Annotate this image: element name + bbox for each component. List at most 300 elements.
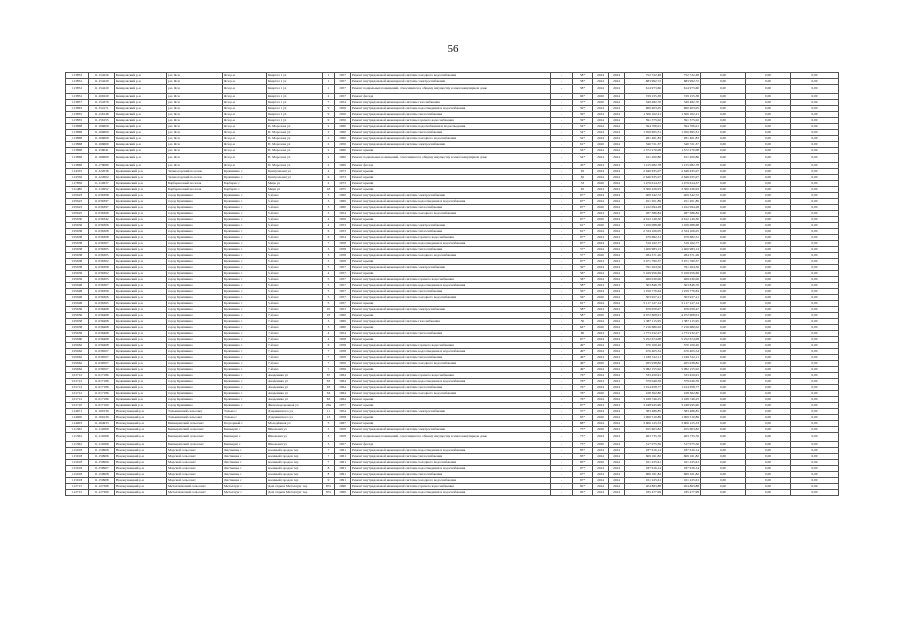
table-cell: 2020	[593, 442, 609, 448]
table-cell: 2024	[593, 349, 609, 355]
table-cell: 2	[323, 181, 335, 187]
table-cell: 5-й квл	[267, 277, 323, 283]
table-cell: 0,00	[791, 295, 839, 301]
table-cell: 0,00	[791, 433, 839, 442]
table-cell: Ремонт внутридомовой инженерной системы горячего водоснабжения	[351, 277, 551, 283]
table-cell: 2024	[609, 169, 625, 175]
table-cell: 11.036308	[89, 265, 115, 271]
table-cell: 2	[323, 124, 335, 130]
table-cell: 2024	[593, 484, 609, 490]
table-cell: 2024	[593, 148, 609, 154]
table-cell: 187 616,14	[663, 466, 701, 472]
table-cell: 113852	[66, 94, 89, 100]
table-cell: 2024	[593, 478, 609, 484]
table-cell: город Крапивино	[167, 391, 223, 397]
table-cell: 2024	[593, 199, 609, 205]
table-cell: 1 259 776,64	[625, 289, 663, 295]
table-cell: 0,00	[746, 349, 791, 355]
table-cell: 2024	[609, 277, 625, 283]
table-cell: 105656	[66, 313, 89, 319]
table-cell: 2024	[593, 265, 609, 271]
table-cell: Кемеровский р-н	[115, 100, 167, 106]
table-row	[66, 85, 839, 94]
table-cell: Крапивино с	[223, 367, 267, 373]
table-cell: -	[551, 427, 573, 433]
table-cell: 669 161,82	[663, 472, 701, 478]
table-cell: 11.159906	[89, 454, 115, 460]
table-cell: -	[551, 148, 573, 154]
table-cell: 101712	[66, 373, 89, 379]
table-cell: 7-й квл	[267, 331, 323, 337]
table-cell: 49*	[573, 361, 593, 367]
table-cell: 5-й квл	[267, 259, 323, 265]
table-cell: 11.036468	[89, 325, 115, 331]
table-cell: Крапивинский р-н	[115, 187, 167, 193]
table-cell: 1 069 510,89	[625, 415, 663, 421]
table-cell: 105638	[66, 259, 89, 265]
table-cell: 7	[323, 367, 335, 373]
table-cell: 114900	[66, 415, 89, 421]
table-cell: 2024	[609, 193, 625, 199]
table-cell: 0,00	[746, 397, 791, 403]
table-cell: Крапивино с	[223, 301, 267, 307]
table-cell: 0,00	[791, 181, 839, 187]
table-cell: 0,00	[746, 271, 791, 277]
table-cell: 0,00	[746, 187, 791, 193]
table-cell: Крапивинский р-н	[115, 277, 167, 283]
table-cell: 11.154220	[89, 73, 115, 79]
table-cell: 54*	[573, 124, 593, 130]
table-cell: 7-й квл	[267, 307, 323, 313]
table-cell: Крапивинский р-н	[115, 199, 167, 205]
table-cell: 2024	[609, 100, 625, 106]
table-cell: 2024	[609, 361, 625, 367]
table-cell: Ремонт внутридомовой инженерной системы горячего водоснабжения	[351, 484, 551, 490]
table-cell: 469 030,06	[625, 277, 663, 283]
table-cell: 1 479 614,37	[625, 181, 663, 187]
table-cell: 2024	[609, 223, 625, 229]
table-cell: 5	[323, 421, 335, 427]
table-cell: 0,00	[746, 472, 791, 478]
table-cell: 2	[323, 94, 335, 100]
table-cell: 1960	[335, 325, 351, 331]
table-cell: 11.036468	[89, 307, 115, 313]
table-cell: 1960	[335, 313, 351, 319]
table-cell: 1 215 082,78	[663, 163, 701, 169]
table-cell: 11.036308	[89, 229, 115, 235]
table-cell: р.п. Ясн	[167, 85, 223, 94]
table-cell: 2020	[593, 100, 609, 106]
table-cell: 0,00	[701, 313, 746, 319]
table-cell: 0,00	[701, 283, 746, 289]
table-cell: 58*	[573, 73, 593, 79]
table-cell: 2024	[593, 271, 609, 277]
table-cell: 11.166609	[89, 142, 115, 148]
table-cell: 2024	[609, 142, 625, 148]
table-cell: 0,00	[791, 118, 839, 124]
table-cell: 0,00	[791, 259, 839, 265]
table-cell: Ясн р-н	[223, 112, 267, 118]
table-cell: 228 362,80	[663, 391, 701, 397]
table-cell: 265 938,82	[625, 361, 663, 367]
table-cell: 2	[323, 142, 335, 148]
table-cell: Крапивинский р-н	[115, 355, 167, 361]
table-cell: 2024	[593, 367, 609, 373]
table-cell: -	[551, 235, 573, 241]
table-cell: 11.110652	[89, 187, 115, 193]
table-cell: 284 371,26	[625, 253, 663, 259]
table-cell: Кемеровский р-н	[115, 73, 167, 79]
table-cell: 2024	[609, 85, 625, 94]
table-cell: 0,00	[791, 397, 839, 403]
table-cell: Новокузнецкий р-н	[115, 433, 167, 442]
table-cell: Ремонт внутридомовой инженерной системы горячего водоснабжения	[351, 118, 551, 124]
table-cell: 11.112068	[89, 433, 115, 442]
table-cell: Ремонт крыши	[351, 169, 551, 175]
table-cell: -	[551, 259, 573, 265]
table-cell: город Крапивино	[167, 367, 223, 373]
table-cell: 1956	[335, 367, 351, 373]
table-cell: 0,00	[746, 253, 791, 259]
table-cell: 1969	[335, 163, 351, 169]
table-cell: город Крапивино	[167, 307, 223, 313]
table-cell: 161 225,61	[625, 460, 663, 466]
table-cell: 2024	[609, 241, 625, 247]
table-cell: 0,00	[701, 343, 746, 349]
table-cell: 0,00	[701, 367, 746, 373]
table-cell: 1953	[335, 223, 351, 229]
table-cell: 0,00	[746, 442, 791, 448]
table-cell: 1 050 695,31	[663, 130, 701, 136]
table-cell: 0,00	[701, 199, 746, 205]
table-cell: 105623	[66, 205, 89, 211]
table-cell: Крапивинский р-н	[115, 253, 167, 259]
table-cell: город Крапивино	[167, 397, 223, 403]
table-cell: 2020	[593, 223, 609, 229]
table-cell: 669 161,82	[625, 472, 663, 478]
table-cell: город Крапивино	[167, 193, 223, 199]
table-cell: -	[551, 223, 573, 229]
table-cell: 2024	[593, 448, 609, 454]
table-cell: -	[551, 460, 573, 466]
table-cell: 101712	[66, 391, 89, 397]
table-cell: 0,00	[791, 415, 839, 421]
table-cell: Крапивинский р-н	[115, 337, 167, 343]
table-cell: 0,00	[791, 235, 839, 241]
table-cell: Крапивинский р-н	[115, 175, 167, 181]
table-cell: Кемеровский р-н	[115, 136, 167, 142]
table-cell: 2024	[609, 289, 625, 295]
table-cell: 1958	[335, 247, 351, 253]
table-cell: Ремонт крыши	[351, 403, 551, 409]
table-cell: 517 075,56	[663, 442, 701, 448]
table-cell: 349 482,70	[625, 100, 663, 106]
table-cell: 117856	[66, 181, 89, 187]
table-cell: 1991	[335, 466, 351, 472]
table-cell: 56*	[573, 289, 593, 295]
table-cell: 0,00	[791, 367, 839, 373]
table-cell: 13	[323, 415, 335, 421]
table-cell: Крапивинский р-н	[115, 391, 167, 397]
table-cell: 1958	[335, 241, 351, 247]
table-cell: 11.036397	[89, 205, 115, 211]
table-cell: 82*	[573, 490, 593, 496]
table-cell: 11.166609	[89, 136, 115, 142]
table-cell: военный городок тер	[267, 478, 323, 484]
table-cell: 7 216 680,02	[625, 325, 663, 331]
table-cell: Ясн р-н	[223, 79, 267, 85]
table-cell: 7-й квл	[267, 319, 323, 325]
table-cell: Ясн р-н	[223, 130, 267, 136]
table-cell: 2024	[593, 163, 609, 169]
table-cell: 5-й квл	[267, 205, 323, 211]
table-cell: Ремонт внутридомовой инженерной системы водоотведения и водоснабжения	[351, 106, 551, 112]
table-cell: 11.036468	[89, 313, 115, 319]
table-cell: 2 646 635,07	[625, 169, 663, 175]
table-cell: 7-й квл	[267, 349, 323, 355]
table-cell: 2020	[593, 142, 609, 148]
table-cell: город Крапивино	[167, 319, 223, 325]
table-cell: Ремонт крыши	[351, 148, 551, 154]
table-cell: 65*	[573, 415, 593, 421]
table-cell: Ремонт внутридомовой инженерной системы теплоснабжения	[351, 331, 551, 337]
table-cell: 0,00	[701, 148, 746, 154]
table-cell: 2020	[593, 415, 609, 421]
table-cell: 2024	[609, 73, 625, 79]
table-cell: 2	[323, 154, 335, 163]
table-cell: 2024	[609, 337, 625, 343]
table-cell: Бенжерепский сельсовет	[167, 442, 223, 448]
table-cell: 2024	[609, 148, 625, 154]
table-cell: -	[551, 181, 573, 187]
table-cell: 5-й квл	[267, 223, 323, 229]
table-cell: 0,00	[791, 466, 839, 472]
table-cell: 0,00	[701, 163, 746, 169]
table-cell: 2024	[609, 484, 625, 490]
table-cell: -	[551, 448, 573, 454]
table-cell: 0,00	[791, 421, 839, 427]
table-cell: 2024	[609, 130, 625, 136]
table-cell: 2024	[593, 79, 609, 85]
table-cell: 463 735,76	[625, 433, 663, 442]
table-cell: 0,00	[746, 175, 791, 181]
table-cell: Зеленогорский поселок	[167, 175, 223, 181]
table-cell: 791 264,56	[625, 265, 663, 271]
table-cell: Ремонт внутридомовой инженерной системы водоснабжения и водоотведения	[351, 124, 551, 130]
table-cell: 0,00	[791, 154, 839, 163]
table-cell: -	[551, 247, 573, 253]
table-cell: Ремонт внутридомовой инженерной системы теплоснабжения	[351, 112, 551, 118]
table-cell: 0,00	[746, 265, 791, 271]
table-cell: Крапивино с	[223, 403, 267, 409]
table-cell: Ремонт внутридомовой инженерной системы горячего водоснабжения	[351, 343, 551, 349]
table-cell: Квартал 1 ул	[267, 100, 323, 106]
table-cell: 67*	[573, 403, 593, 409]
table-cell: Кемеровский р-н	[115, 124, 167, 130]
table-cell: 3	[323, 199, 335, 205]
table-cell: -	[551, 331, 573, 337]
table-cell: Крапивинский р-н	[115, 289, 167, 295]
table-cell: 0,00	[746, 484, 791, 490]
table-cell: 0,00	[701, 73, 746, 79]
table-cell: 1967	[335, 421, 351, 427]
table-cell: 2024	[593, 124, 609, 130]
table-cell: 2020	[593, 94, 609, 100]
table-cell: 113852	[66, 79, 89, 85]
table-cell: Ремонт внутридомовой инженерной системы холодного водоснабжения	[351, 460, 551, 466]
table-cell: р.п. Ясн	[167, 130, 223, 136]
table-cell: 2024	[609, 118, 625, 124]
table-cell: Крапивино с	[223, 271, 267, 277]
table-cell: Ясн р-н	[223, 73, 267, 79]
table-cell: Новокузнецкий р-н	[115, 478, 167, 484]
table-cell: 683 992,72	[625, 79, 663, 85]
table-cell: 105658	[66, 319, 89, 325]
table-cell: Квартал 1 ул	[267, 79, 323, 85]
table-cell: -	[551, 187, 573, 193]
table-cell: 265 938,82	[663, 361, 701, 367]
table-cell: 5-й квл	[267, 217, 323, 223]
table-cell: 2024	[593, 433, 609, 442]
table-cell: 2024	[593, 319, 609, 325]
table-cell: 67*	[573, 337, 593, 343]
table-cell: Новокузнецкий р-н	[115, 442, 167, 448]
table-cell: 0,00	[791, 301, 839, 307]
table-cell: 2024	[593, 397, 609, 403]
table-cell: 5-й квл	[267, 229, 323, 235]
table-cell: 82*	[573, 484, 593, 490]
table-cell: 1973	[335, 181, 351, 187]
table-cell: 2024	[609, 397, 625, 403]
table-cell: Крапивинский р-н	[115, 379, 167, 385]
table-cell: 2024	[593, 193, 609, 199]
table-cell: 0,00	[791, 427, 839, 433]
table-cell: 67*	[573, 217, 593, 223]
table-cell: -	[551, 421, 573, 427]
table-cell: 5	[323, 265, 335, 271]
table-cell: 7-й квл	[267, 361, 323, 367]
table-cell: 11.036302	[89, 259, 115, 265]
table-cell: 111486	[66, 187, 89, 193]
table-cell: 2024	[609, 343, 625, 349]
table-cell: 1964	[335, 391, 351, 397]
table-cell: 0,00	[701, 229, 746, 235]
table-cell: 5-й квл	[267, 235, 323, 241]
table-cell: -	[551, 217, 573, 223]
table-cell: 0,00	[746, 283, 791, 289]
table-cell: р.п. Ясн	[167, 73, 223, 79]
table-cell: 1977	[335, 403, 351, 409]
table-cell: 2024	[609, 106, 625, 112]
table-cell: 2020	[593, 391, 609, 397]
table-cell: 114671	[66, 409, 89, 415]
table-cell: 0,00	[701, 211, 746, 217]
table-cell: 0,00	[701, 277, 746, 283]
table-cell: Крапивинский р-н	[115, 247, 167, 253]
table-cell: 5 169 956,69	[663, 271, 701, 277]
table-cell: Дзержинского ул	[267, 409, 323, 415]
table-cell: 111562	[66, 433, 89, 442]
table-cell: 1 069 510,89	[663, 415, 701, 421]
table-cell: 2024	[593, 490, 609, 496]
table-cell: 113835	[66, 118, 89, 124]
table-cell: 2024	[609, 163, 625, 169]
table-cell: военный городок тер	[267, 460, 323, 466]
table-cell: 669 161,82	[625, 454, 663, 460]
table-cell: 3	[323, 325, 335, 331]
table-cell: 83*	[573, 454, 593, 460]
table-cell: Крапивино с	[223, 343, 267, 349]
table-cell: 2020	[593, 460, 609, 466]
table-cell: 611 200,80	[663, 154, 701, 163]
table-cell: 11.017186	[89, 397, 115, 403]
table-cell: 519 162,77	[625, 241, 663, 247]
table-cell: 2024	[609, 295, 625, 301]
table-cell: 0,00	[791, 490, 839, 496]
table-cell: 0,00	[701, 241, 746, 247]
table-cell: 2024	[609, 355, 625, 361]
table-cell: Металлург с	[223, 484, 267, 490]
table-cell: Ремонт фасада	[351, 442, 551, 448]
table-cell: 1956	[335, 217, 351, 223]
table-cell: 5 117 127,14	[625, 301, 663, 307]
table-cell: Крапивино с	[223, 247, 267, 253]
table-cell: 2024	[609, 490, 625, 496]
table-cell: 0,00	[701, 466, 746, 472]
table-cell: 1 572 270,08	[625, 148, 663, 154]
table-cell: 105662	[66, 361, 89, 367]
table-cell: Крапивино с	[223, 295, 267, 301]
table-cell: 0,00	[701, 454, 746, 460]
table-cell: -	[551, 319, 573, 325]
table-cell: 4	[323, 223, 335, 229]
table-cell: 683 992,72	[663, 79, 701, 85]
table-cell: 58*	[573, 79, 593, 85]
table-cell: 0,00	[701, 325, 746, 331]
table-cell: Ремонт внутридомовой инженерной системы электроснабжения	[351, 193, 551, 199]
table-cell: 9	[323, 478, 335, 484]
table-cell: Ремонт внутридомовой инженерной системы холодного водоснабжения	[351, 73, 551, 79]
table-cell: 58*	[573, 313, 593, 319]
table-cell: Ремонт подвальных помещений, относящихся к общему имуществу в многоквартирном доме	[351, 433, 551, 442]
table-cell: 4 612 149,30	[625, 217, 663, 223]
table-cell: 611 200,80	[625, 154, 663, 163]
table-cell: 0,00	[791, 283, 839, 289]
table-cell: Ремонт внутридомовой инженерной системы теплоснабжения	[351, 454, 551, 460]
table-cell: 11.154370	[89, 100, 115, 106]
table-cell: 614 973,60	[663, 85, 701, 94]
table-cell: 2024	[593, 331, 609, 337]
table-cell: -	[551, 118, 573, 124]
table-cell: Крапивино с	[223, 223, 267, 229]
table-body	[66, 73, 839, 496]
table-cell: Кемеровский р-н	[115, 163, 167, 169]
table-cell: 2 646 635,07	[625, 175, 663, 181]
table-cell: 3	[323, 319, 335, 325]
table-cell: 5-й квл	[267, 247, 323, 253]
table-cell: 7-й квл	[267, 343, 323, 349]
table-cell: 0,00	[791, 193, 839, 199]
table-cell: р.п. Ясн	[167, 148, 223, 154]
table-cell: город Крапивино	[167, 211, 223, 217]
table-cell: Кемеровский р-н	[115, 79, 167, 85]
table-cell: Бенжерепский сельсовет	[167, 421, 223, 427]
table-cell: Ремонт внутридомовой инженерной системы электроснабжения	[351, 307, 551, 313]
table-cell: 519 162,77	[663, 241, 701, 247]
table-cell: 11.036468	[89, 331, 115, 337]
table-cell: 11.036303	[89, 277, 115, 283]
table-cell: 11	[323, 409, 335, 415]
